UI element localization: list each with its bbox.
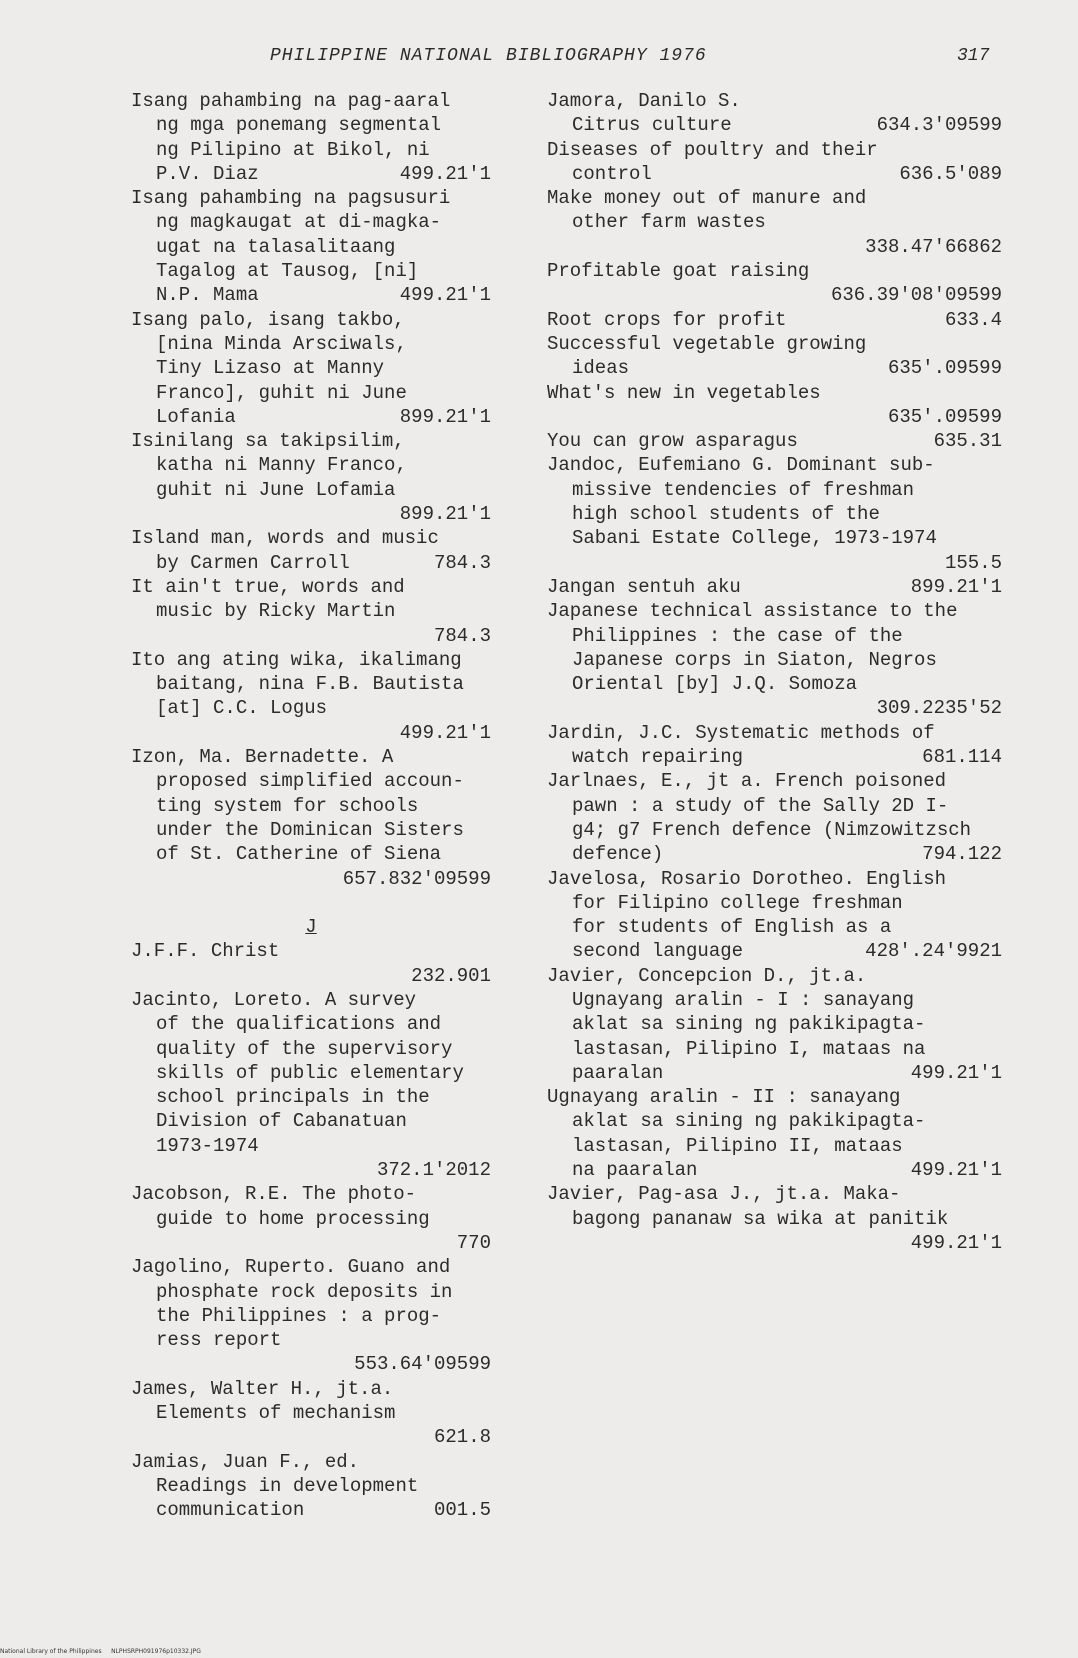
bibliography-entry	[547, 186, 1002, 259]
class-number: 001.5	[433, 1499, 491, 1522]
entry-line: aklat sa sining ng pakikipagta-	[572, 1110, 926, 1133]
entry-line: of St. Catherine of Siena	[156, 843, 442, 866]
entry-line: Isang pahambing na pag-aaral	[131, 90, 451, 112]
bibliography-entry	[547, 867, 1002, 964]
entry-line: Javier, Pag-asa J., jt.a. Maka-	[547, 1183, 901, 1206]
bibliography-entry	[547, 769, 1002, 866]
class-number: 372.1'2012	[376, 1159, 491, 1182]
entry-line: Make money out of manure and	[547, 187, 867, 210]
entry-line: Oriental [by] J.Q. Somoza	[572, 673, 858, 696]
entry-line: P.V. Diaz 499.21'1	[156, 162, 491, 185]
bibliography-entry	[131, 429, 491, 526]
class-number: 899.21'1	[399, 503, 491, 526]
entry-line: Diseases of poultry and their	[547, 138, 878, 161]
entry-line: Elements of mechanism	[156, 1402, 396, 1425]
entry-line: Tiny Lizaso at Manny	[156, 357, 385, 380]
entry-line: paaralan 499.21'1	[572, 1061, 1002, 1084]
entry-line: [at] C.C. Logus	[156, 697, 328, 720]
entry-line: ng magkaugat at di-magka-	[156, 211, 442, 234]
bibliography-entry	[131, 186, 491, 307]
bibliography-entry	[547, 381, 1002, 430]
bibliography-entry	[547, 259, 1002, 308]
bibliography-entry	[131, 1255, 491, 1376]
bibliography-entry	[131, 575, 491, 648]
bibliography-entry	[547, 308, 1002, 332]
bibliography-entry	[547, 599, 1002, 720]
entry-line: It ain't true, words and	[131, 575, 405, 598]
entry-line: Japanese technical assistance to the	[547, 600, 958, 623]
entry-line: What's new in vegetables	[547, 381, 821, 404]
entry-line: Successful vegetable growing	[547, 332, 867, 355]
entry-line: Root crops for profit 633.4	[547, 308, 1002, 331]
class-number: 635'.09599	[887, 405, 1002, 428]
entry-line: J.F.F. Christ	[131, 940, 280, 963]
bibliography-entry	[131, 89, 491, 186]
entry-line: Profitable goat raising	[547, 260, 810, 283]
class-number: 621.8	[433, 1426, 491, 1449]
bibliography-entry	[547, 575, 1002, 599]
class-number: 681.114	[922, 746, 1002, 769]
class-number: 499.21'1	[399, 162, 491, 185]
entry-line: watch repairing 681.114	[572, 746, 1002, 769]
entry-line: of the qualifications and	[156, 1013, 442, 1036]
class-number: 499.21'1	[910, 1061, 1002, 1084]
class-number: 784.3	[433, 551, 491, 574]
entry-line: You can grow asparagus 635.31	[547, 430, 1002, 453]
entry-line: Izon, Ma. Bernadette. A	[131, 746, 394, 769]
entry-line: Citrus culture 634.3'09599	[572, 114, 1002, 137]
entry-line: Island man, words and music	[131, 527, 439, 550]
bibliography-entry	[131, 988, 491, 1182]
entry-line: bagong pananaw sa wika at panitik	[572, 1207, 949, 1230]
footer-credit: National Library of the Philippines NLPHSRPH091976p10332.JPG	[0, 1648, 201, 1655]
class-number: 899.21'1	[910, 575, 1002, 598]
class-number: 794.122	[922, 843, 1002, 866]
class-number: 635.31	[933, 430, 1002, 453]
entry-line: guide to home processing	[156, 1207, 430, 1230]
bibliography-entry	[547, 332, 1002, 381]
bibliography-entry	[131, 308, 491, 429]
bibliography-entry	[547, 429, 1002, 453]
entry-line: Jagolino, Ruperto. Guano and	[131, 1256, 451, 1279]
entry-line: high school students of the	[572, 503, 880, 526]
entry-line: defence) 794.122	[572, 843, 1002, 866]
class-number: 899.21'1	[399, 405, 491, 428]
class-number: 499.21'1	[910, 1231, 1002, 1254]
entry-line: Philippines : the case of the	[572, 624, 903, 647]
class-number: 636.5'089	[899, 162, 1002, 185]
page-number: 317	[957, 46, 990, 66]
entry-line: Tagalog at Tausog, [ni]	[156, 260, 419, 283]
class-number: 635'.09599	[887, 357, 1002, 380]
entry-line: missive tendencies of freshman	[572, 478, 915, 501]
entry-line: second language 428'.24'9921	[572, 940, 1002, 963]
entry-line: 1973-1974	[156, 1134, 259, 1157]
entry-line: under the Dominican Sisters	[156, 818, 464, 841]
bibliography-entry	[547, 1085, 1002, 1182]
entry-line: guhit ni June Lofamia	[156, 478, 396, 501]
entry-line: ng Pilipino at Bikol, ni	[156, 138, 430, 161]
entry-line: Jandoc, Eufemiano G. Dominant sub-	[547, 454, 935, 477]
entry-line: Lofania 899.21'1	[156, 405, 491, 428]
entry-line: Ugnayang aralin - I : sanayang	[572, 988, 915, 1011]
entry-line: Isang pahambing na pagsusuri	[131, 187, 451, 210]
class-number: 338.47'66862	[865, 235, 1002, 258]
entry-line: Franco], guhit ni June	[156, 381, 407, 404]
entry-line: Jarlnaes, E., jt a. French poisoned	[547, 770, 947, 793]
right-column	[547, 89, 1002, 1255]
class-number: 499.21'1	[399, 284, 491, 307]
entry-line: Jacobson, R.E. The photo-	[131, 1183, 417, 1206]
entry-line: Ito ang ating wika, ikalimang	[131, 648, 462, 671]
bibliography-entry	[547, 964, 1002, 1085]
entry-line: Jamora, Danilo S.	[547, 90, 741, 112]
class-number: 499.21'1	[399, 721, 491, 744]
entry-line: Javelosa, Rosario Dorotheo. English	[547, 867, 947, 890]
entry-line: ress report	[156, 1329, 282, 1352]
class-number: 657.832'09599	[342, 867, 491, 890]
entry-line: ugat na talasalitaang	[156, 235, 396, 258]
entry-line: quality of the supervisory	[156, 1037, 453, 1060]
entry-line: Sabani Estate College, 1973-1974	[572, 527, 937, 550]
class-number: 636.39'08'09599	[830, 284, 1002, 307]
class-number: 553.64'09599	[354, 1353, 491, 1376]
class-number: 634.3'09599	[876, 114, 1002, 137]
entry-line: phosphate rock deposits in	[156, 1280, 453, 1303]
entry-line: ting system for schools	[156, 794, 419, 817]
entry-line: lastasan, Pilipino II, mataas	[572, 1134, 903, 1157]
entry-line: Japanese corps in Siaton, Negros	[572, 648, 937, 671]
bibliography-entry	[547, 89, 1002, 138]
entry-line: baitang, nina F.B. Bautista	[156, 673, 464, 696]
entry-line: katha ni Manny Franco,	[156, 454, 407, 477]
bibliography-entry	[131, 745, 491, 891]
entry-line: other farm wastes	[572, 211, 766, 234]
entry-line: Javier, Concepcion D., jt.a.	[547, 964, 867, 987]
entry-line: communication 001.5	[156, 1499, 491, 1522]
entry-line: control 636.5'089	[572, 162, 1002, 185]
section-letter: J	[305, 916, 317, 939]
bibliography-entry	[131, 1450, 491, 1523]
class-number: 309.2235'52	[876, 697, 1002, 720]
entry-line: Readings in development	[156, 1474, 419, 1497]
entry-line: Jamias, Juan F., ed.	[131, 1450, 360, 1473]
entry-line: lastasan, Pilipino I, mataas na	[572, 1037, 926, 1060]
bibliography-entry	[131, 1182, 491, 1255]
entry-line: na paaralan 499.21'1	[572, 1159, 1002, 1182]
entry-line: aklat sa sining ng pakikipagta-	[572, 1013, 926, 1036]
entry-line: Jangan sentuh aku 899.21'1	[547, 575, 1002, 598]
bibliography-entry	[131, 1377, 491, 1450]
entry-line: the Philippines : a prog-	[156, 1304, 442, 1327]
entry-line: for Filipino college freshman	[572, 891, 903, 914]
entry-line: proposed simplified accoun-	[156, 770, 464, 793]
entry-line: Ugnayang aralin - II : sanayang	[547, 1086, 901, 1109]
entry-line: for students of English as a	[572, 916, 892, 939]
entry-line: Isang palo, isang takbo,	[131, 308, 405, 331]
bibliography-entry	[547, 138, 1002, 187]
bibliography-entry	[131, 526, 491, 575]
entry-line: school principals in the	[156, 1086, 430, 1109]
class-number: 770	[456, 1231, 491, 1254]
page-header-title: PHILIPPINE NATIONAL BIBLIOGRAPHY 1976	[270, 46, 707, 66]
entry-line: [nina Minda Arsciwals,	[156, 332, 407, 355]
bibliography-entry	[547, 453, 1002, 574]
class-number: 232.901	[411, 964, 491, 987]
bibliography-entry	[547, 721, 1002, 770]
class-number: 155.5	[944, 551, 1002, 574]
left-column	[131, 89, 491, 1523]
entry-line: by Carmen Carroll 784.3	[156, 551, 491, 574]
entry-line: Jacinto, Loreto. A survey	[131, 988, 417, 1011]
bibliography-entry	[547, 1182, 1002, 1255]
entry-line: skills of public elementary	[156, 1061, 464, 1084]
bibliography-entry	[131, 648, 491, 745]
class-number: 633.4	[944, 308, 1002, 331]
entry-line: ideas 635'.09599	[572, 357, 1002, 380]
class-number: 428'.24'9921	[865, 940, 1002, 963]
entry-line: ng mga ponemang segmental	[156, 114, 442, 137]
class-number: 499.21'1	[910, 1159, 1002, 1182]
class-number: 784.3	[433, 624, 491, 647]
entry-line: pawn : a study of the Sally 2D I-	[572, 794, 949, 817]
entry-line: James, Walter H., jt.a.	[131, 1377, 394, 1400]
entry-line: music by Ricky Martin	[156, 600, 396, 623]
entry-line: Division of Cabanatuan	[156, 1110, 407, 1133]
entry-line: N.P. Mama 499.21'1	[156, 284, 491, 307]
entry-line: Isinilang sa takipsilim,	[131, 430, 405, 453]
entry-line: Jardin, J.C. Systematic methods of	[547, 721, 935, 744]
bibliography-entry	[131, 939, 491, 988]
entry-line: g4; g7 French defence (Nimzowitzsch	[572, 818, 972, 841]
